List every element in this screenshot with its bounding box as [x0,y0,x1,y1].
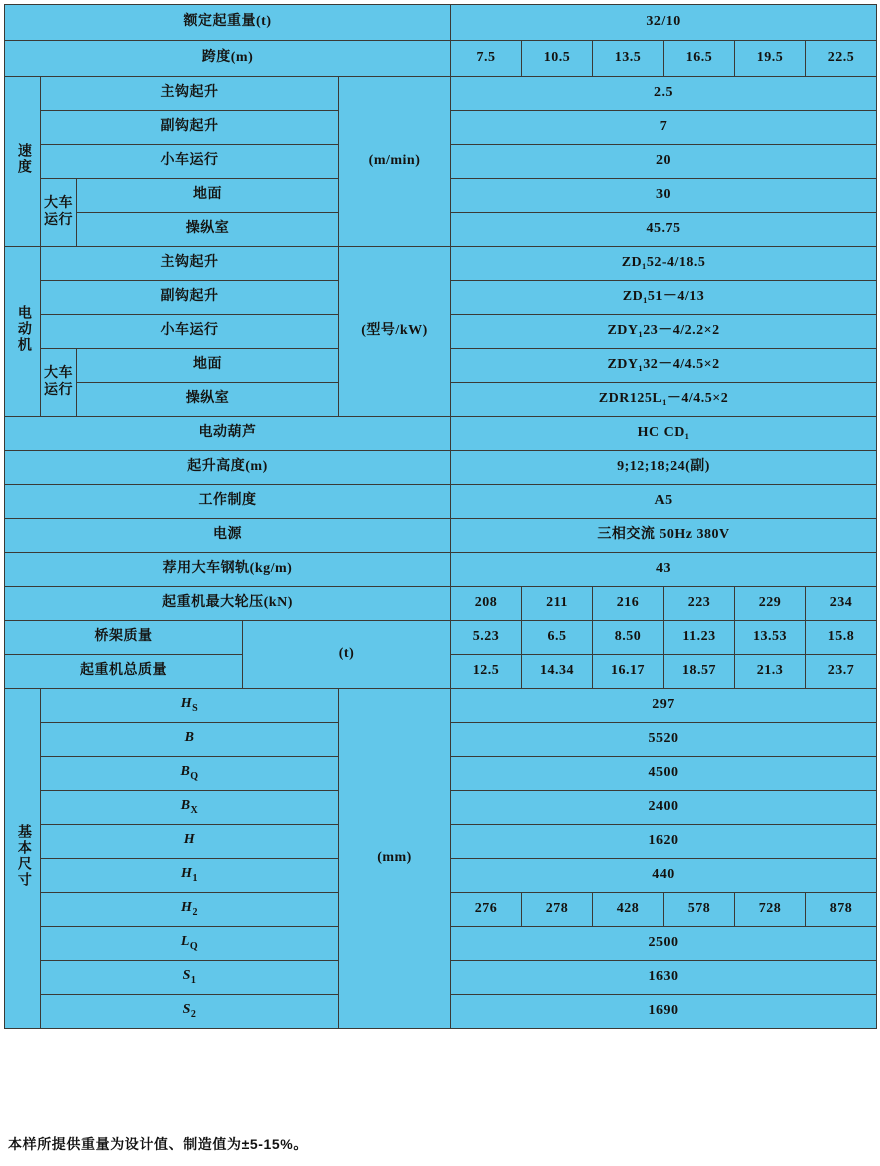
max-wheel-load-value: 223 [664,587,735,621]
crane-spec-table [4,4,877,1029]
bridge-mass-value: 13.53 [735,621,806,655]
span-value: 16.5 [664,41,735,77]
total-mass-value: 18.57 [664,655,735,689]
bridge-mass-value: 6.5 [522,621,593,655]
max-wheel-load-value: 208 [451,587,522,621]
bridge-mass-value: 15.8 [806,621,877,655]
total-mass-value: 23.7 [806,655,877,689]
dim-value-b: 5520 [451,723,877,757]
dim-value-s1: 1630 [451,961,877,995]
motor-cab-label: 操纵室 [77,383,339,417]
speed-unit: (m/min) [339,77,451,247]
power-value: 三相交流 50Hz 380V [451,519,877,553]
speed-crane-travel-label: 大车运行 [41,179,77,247]
table-row [5,417,877,451]
span-value: 22.5 [806,41,877,77]
bridge-mass-label: 桥架质量 [5,621,243,655]
bridge-mass-value: 11.23 [664,621,735,655]
table-row [5,485,877,519]
electric-hoist-value: HC CD₁ [451,417,877,451]
bridge-mass-value: 5.23 [451,621,522,655]
dim-value-h2: 578 [664,893,735,927]
motor-cab-value: ZDR125L₁－4/4.5×2 [451,383,877,417]
dim-value-h2: 428 [593,893,664,927]
dim-value-h2: 278 [522,893,593,927]
max-wheel-load-label: 起重机最大轮压(kN) [5,587,451,621]
rail-value: 43 [451,553,877,587]
bridge-mass-value: 8.50 [593,621,664,655]
span-label: 跨度(m) [5,41,451,77]
dim-value-h1: 440 [451,859,877,893]
table-row [5,41,877,77]
lift-height-label: 起升高度(m) [5,451,451,485]
table-row [5,77,877,111]
motor-trolley-label: 小车运行 [41,315,339,349]
span-value: 19.5 [735,41,806,77]
max-wheel-load-value: 216 [593,587,664,621]
dim-value-h: 1620 [451,825,877,859]
motor-ground-label: 地面 [77,349,339,383]
motor-ground-value: ZDY₁32－4/4.5×2 [451,349,877,383]
rated-load-value: 32/10 [451,5,877,41]
total-mass-value: 21.3 [735,655,806,689]
speed-main-hoist-value: 2.5 [451,77,877,111]
rated-load-label: 额定起重量(t) [5,5,451,41]
motor-trolley-value: ZDY₁23－4/2.2×2 [451,315,877,349]
total-mass-value: 12.5 [451,655,522,689]
dim-value-s2: 1690 [451,995,877,1029]
max-wheel-load-value: 229 [735,587,806,621]
table-row [5,451,877,485]
speed-cab-value: 45.75 [451,213,877,247]
group-dimensions-label: 基本尺寸 [15,823,31,888]
group-motor-label: 电动机 [15,304,31,353]
dim-value-h2: 276 [451,893,522,927]
motor-aux-hoist-value: ZD₁51－4/13 [451,281,877,315]
table-row [5,5,877,41]
dimensions-unit: (mm) [339,689,451,1029]
electric-hoist-label: 电动葫芦 [5,417,451,451]
group-speed-label: 速度 [15,142,31,175]
group-speed [5,77,41,247]
speed-main-hoist-label: 主钩起升 [41,77,339,111]
max-wheel-load-value: 234 [806,587,877,621]
table-row [5,553,877,587]
span-value: 7.5 [451,41,522,77]
dim-value-bq: 4500 [451,757,877,791]
group-motor [5,247,41,417]
table-row [5,247,877,281]
dim-symbol-hs: $H_S$ [41,689,339,723]
dim-value-bx: 2400 [451,791,877,825]
dim-symbol-bq: $B_Q$ [41,757,339,791]
motor-unit: (型号/kW) [339,247,451,417]
speed-aux-hoist-label: 副钩起升 [41,111,339,145]
motor-main-hoist-value: ZD₁52-4/18.5 [451,247,877,281]
dim-value-h2: 728 [735,893,806,927]
total-mass-value: 16.17 [593,655,664,689]
motor-crane-travel-label: 大车运行 [41,349,77,417]
motor-aux-hoist-label: 副钩起升 [41,281,339,315]
dim-value-h2: 878 [806,893,877,927]
duty-label: 工作制度 [5,485,451,519]
rail-label: 荐用大车钢轨(kg/m) [5,553,451,587]
speed-trolley-value: 20 [451,145,877,179]
spec-sheet [0,4,880,1166]
speed-cab-label: 操纵室 [77,213,339,247]
dim-symbol-s2: $S_2$ [41,995,339,1029]
table-row [5,587,877,621]
lift-height-value: 9;12;18;24(副) [451,451,877,485]
total-mass-value: 14.34 [522,655,593,689]
footnote: 本样所提供重量为设计值、制造值为±5-15%。 [8,1136,308,1152]
speed-ground-value: 30 [451,179,877,213]
dim-symbol-h2: $H_2$ [41,893,339,927]
span-value: 10.5 [522,41,593,77]
speed-trolley-label: 小车运行 [41,145,339,179]
group-dimensions [5,689,41,1029]
dim-symbol-h: H [41,825,339,859]
dim-value-hs: 297 [451,689,877,723]
max-wheel-load-value: 211 [522,587,593,621]
motor-main-hoist-label: 主钩起升 [41,247,339,281]
dim-symbol-bx: $B_X$ [41,791,339,825]
dim-symbol-h1: $H_1$ [41,859,339,893]
dim-symbol-s1: $S_1$ [41,961,339,995]
table-row [5,519,877,553]
speed-aux-hoist-value: 7 [451,111,877,145]
span-value: 13.5 [593,41,664,77]
mass-unit: (t) [243,621,451,689]
dim-value-lq: 2500 [451,927,877,961]
table-row [5,621,877,655]
dim-symbol-b: B [41,723,339,757]
speed-ground-label: 地面 [77,179,339,213]
dim-symbol-lq: $L_Q$ [41,927,339,961]
total-mass-label: 起重机总质量 [5,655,243,689]
table-row [5,689,877,723]
duty-value: A5 [451,485,877,519]
power-label: 电源 [5,519,451,553]
